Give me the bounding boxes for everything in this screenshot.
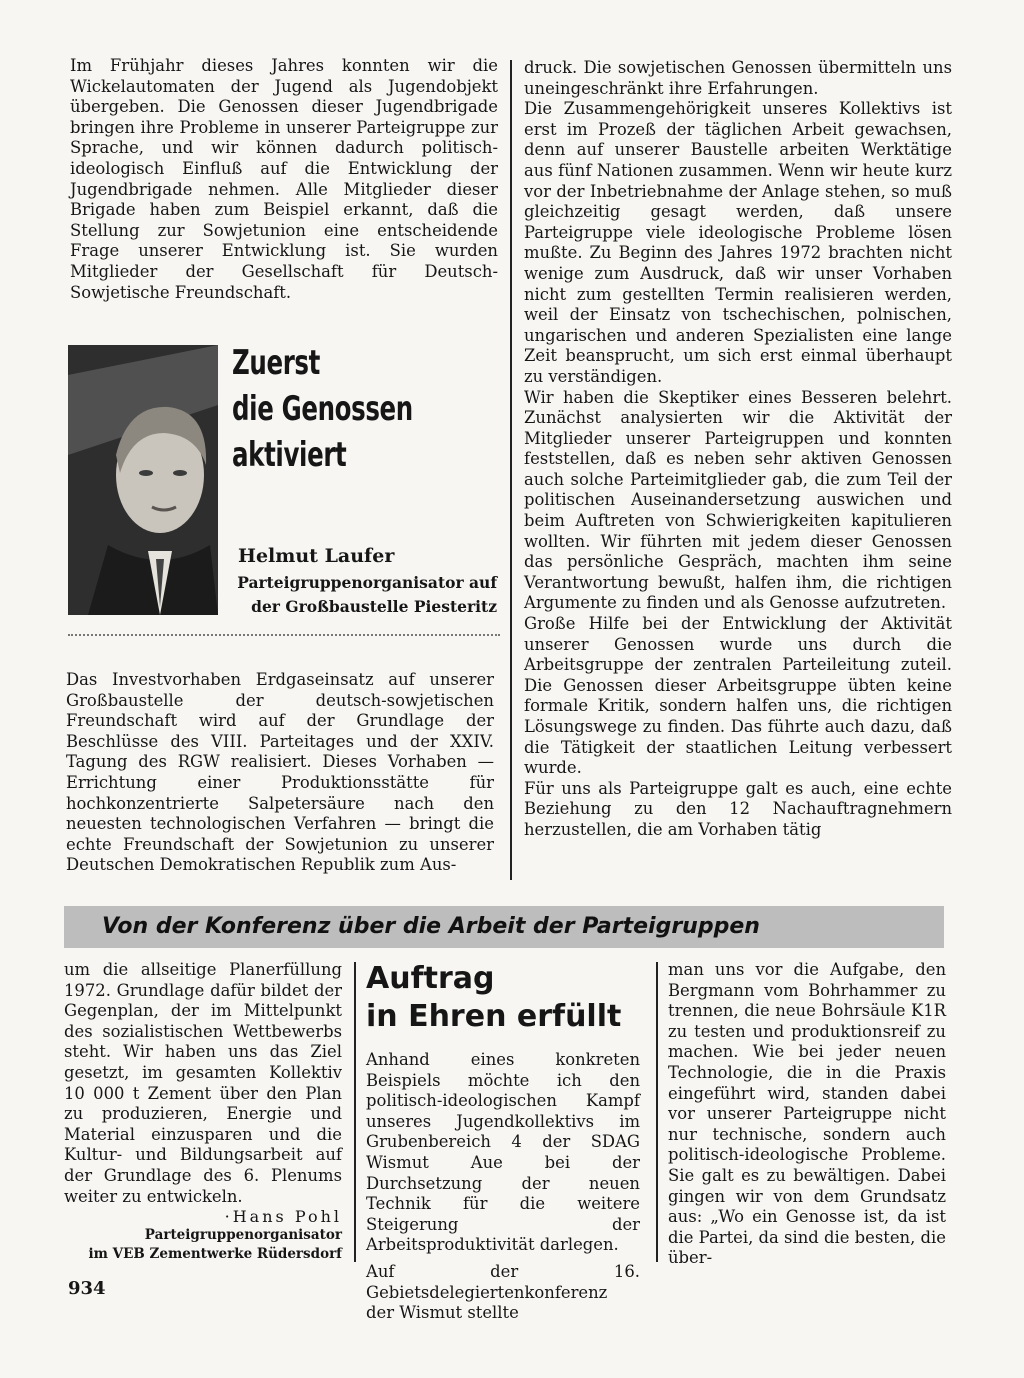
article3-paragraph: um die allseitige Planerfüllung 1972. Grundlage dafür bildet der Gegenplan, der im Mittelpunkt des sozialistischen Wettbewerbs steht. Wir haben uns das Ziel gesetzt, im gesamten Kollektiv 10 000 t Zement über den Plan zu produzieren, Energie und Material einzusparen und die Kultur- und Bildungsarbeit auf der Grundlage des 6. Plenums weiter zu entwickeln. — [64, 960, 342, 1206]
article2-paragraph: druck. Die sowjetischen Genossen übermitteln uns uneingeschränkt ihre Erfahrungen. — [524, 58, 952, 98]
author-role: Parteigruppenorganisator auf der Großbaustelle Piesteritz — [237, 573, 497, 616]
article2-body-right — [524, 58, 952, 841]
column-rule — [354, 962, 356, 1262]
article4-continuation — [668, 960, 946, 1269]
headline-line: die Genossen — [232, 389, 413, 429]
banner-title: Von der Konferenz über die Arbeit der Parteigruppen — [102, 914, 760, 939]
column-rule — [510, 60, 512, 880]
article4-paragraph: Anhand eines konkreten Beispiels möchte ich den politisch-ideologischen Kampf unseres Jugendkollektivs im Grubenbereich 4 der SDAG Wismut Aue bei der Durchsetzung der neuen Technik für die weitere Steigerung der Arbeitsproduktivität darlegen. — [366, 1050, 640, 1255]
article2-headline — [232, 340, 412, 478]
article4-body — [366, 1050, 640, 1324]
article1-paragraph: Im Frühjahr dieses Jahres konnten wir die Wickelautomaten der Jugend als Jugendobjekt übergeben. Die Genossen dieser Jugendbrigade bringen ihre Probleme in unserer Parteigruppe zur Sprache, und wir können dadurch politisch-ideologisch Einfluß auf die Entwicklung der Jugendbrigade nehmen. Alle Mitglieder dieser Brigade haben zum Beispiel erkannt, daß die Stellung zur Sowjetunion eine entscheidende Frage unserer Entwicklung ist. Sie wurden Mitglieder der Gesellschaft für Deutsch-Sowjetische Freundschaft. — [70, 56, 498, 302]
article1-column — [70, 56, 498, 303]
headline-line: Auftrag — [366, 961, 495, 996]
signature-role: im VEB Zementwerke Rüdersdorf — [88, 1246, 342, 1262]
column-rule — [656, 962, 658, 1262]
headline-line: aktiviert — [232, 435, 347, 475]
article2-body-left — [66, 670, 494, 876]
article3-body — [64, 960, 342, 1207]
signature-name: ·Hans Pohl — [224, 1207, 342, 1226]
article4-headline — [366, 960, 646, 1036]
headline-line: in Ehren erfüllt — [366, 999, 622, 1034]
article2-paragraph: Das Investvorhaben Erdgaseinsatz auf unserer Großbaustelle der deutsch-sowjetischen Freundschaft wird auf der Grundlage der Beschlüsse des VIII. Parteitages und der XXIV. Tagung des RGW realisiert. Dieses Vorhaben — Errichtung einer Produktionsstätte für hochkonzentrierte Salpetersäure nach den neuesten technologischen Verfahren — bringt die echte Freundschaft der Sowjetunion zu unserer Deutschen Demokratischen Republik zum Aus- — [66, 670, 494, 875]
section-divider — [68, 634, 500, 636]
portrait-illustration-icon — [68, 345, 218, 615]
article2-paragraph: Wir haben die Skeptiker eines Besseren belehrt. Zunächst analysierten wir die Aktivität der Mitglieder unserer Parteigruppen und konnten feststellen, daß es neben sehr aktiven Genossen auch solche Parteimitglieder gab, die zum Teil der politischen Auseinandersetzung auswichen und beim Auftreten von Schwierigkeiten kapitulieren wollten. Wir führten mit jedem dieser Genossen das persönliche Gespräch, machten ihm seine Verantwortung bewußt, halfen ihm, die richtigen Argumente zu finden und als Genosse aufzutreten. — [524, 387, 952, 613]
author-name: Helmut Laufer — [238, 545, 395, 567]
article2-paragraph: Für uns als Parteigruppe galt es auch, eine echte Beziehung zu den 12 Nachauftragnehmern herzustellen, die am Vorhaben tätig — [524, 778, 952, 839]
article2-author-block — [232, 545, 497, 619]
article2-paragraph: Große Hilfe bei der Entwicklung der Aktivität unserer Genossen wurde uns durch die Arbeitsgruppe der zentralen Parteileitung zuteil. Die Genossen dieser Arbeitsgruppe übten keine formale Kritik, sondern halfen uns, die richtigen Lösungswege zu finden. Das führte auch dazu, daß die Tätigkeit der staatlichen Leitung verbessert wurde. — [524, 614, 952, 778]
article3-signature — [64, 1207, 342, 1264]
article2-paragraph: Die Zusammengehörigkeit unseres Kollektivs ist erst im Prozeß der täglichen Arbeit gewachsen, denn auf unserer Baustelle arbeiten Werktätige aus fünf Nationen zusammen. Wenn wir heute kurz vor der Inbetriebnahme der Anlage stehen, so muß gleichzeitig gesagt werden, daß unsere Parteigruppe viele ideologische Probleme lösen mußte. Zu Beginn des Jahres 1972 brachten nicht wenige zum Ausdruck, daß wir unser Vorhaben nicht zum gestellten Termin realisieren werden, weil der Einsatz von tschechischen, polnischen, ungarischen und anderen Spezialisten eine lange Zeit beansprucht, um sich erst einmal überhaupt zu verständigen. — [524, 99, 952, 386]
author-portrait-photo — [68, 345, 218, 615]
page-number: 934 — [68, 1278, 106, 1299]
article4-paragraph: Auf der 16. Gebietsdelegiertenkonferenz der Wismut stellte — [366, 1261, 640, 1323]
article4-paragraph: man uns vor die Aufgabe, den Bergmann vom Bohrhammer zu trennen, die neue Bohrsäule K1R zu testen und produktionsreif zu machen. Wie bei jeder neuen Technologie, die in die Praxis eingeführt wird, standen dabei vor unserer Parteigruppe nicht nur technische, sondern auch politisch-ideologische Probleme. Sie galt es zu bewältigen. Dabei gingen wir von dem Grundsatz aus: „Wo ein Genosse ist, da ist die Partei, da sind die besten, die über- — [668, 960, 946, 1268]
signature-role: Parteigruppenorganisator — [144, 1227, 342, 1243]
headline-line: Zuerst — [232, 343, 320, 383]
